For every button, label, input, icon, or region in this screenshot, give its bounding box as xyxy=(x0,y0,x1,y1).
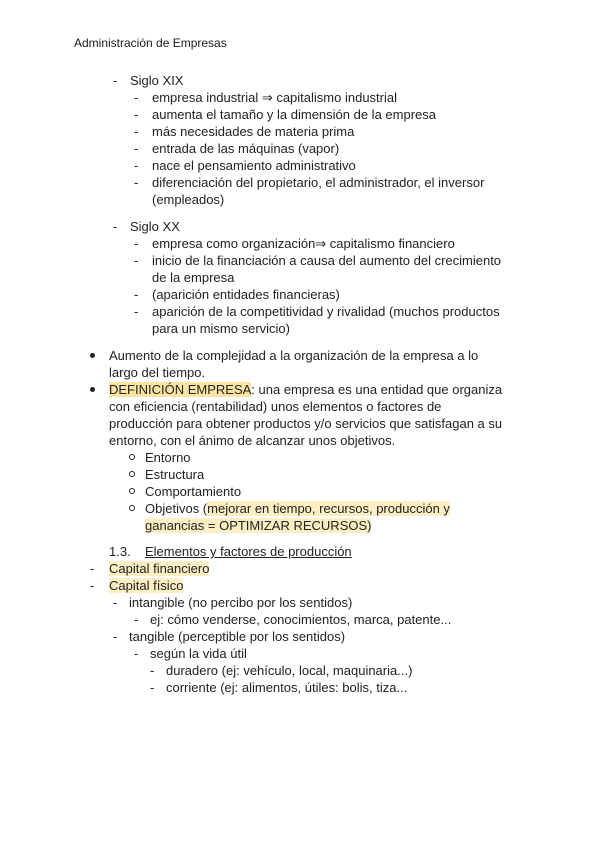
dash: - xyxy=(113,629,118,644)
objetivos-label: Objetivos ( xyxy=(145,501,208,516)
page-header: Administración de Empresas xyxy=(74,36,227,50)
list-item: corriente (ej: alimentos, útiles: bolis, tiza... xyxy=(166,680,408,695)
dash: - xyxy=(150,663,155,678)
definition-text: : una empresa es una entidad que organiza xyxy=(251,382,503,397)
dash: - xyxy=(134,90,139,105)
bullet-text: Aumento de la complejidad a la organización de la empresa a lo xyxy=(109,348,479,363)
dash: - xyxy=(134,141,139,156)
capital-item xyxy=(109,560,209,577)
sub-item: Estructura xyxy=(145,467,205,482)
circle-bullet-icon xyxy=(129,488,135,494)
list-item: duradero (ej: vehículo, local, maquinaria...) xyxy=(166,663,413,678)
dash: - xyxy=(150,680,155,695)
dash: - xyxy=(90,561,95,576)
sub-item: Comportamiento xyxy=(145,484,242,499)
list-item: diferenciación del propietario, el administrador, el inversor xyxy=(152,175,485,190)
dash: - xyxy=(134,253,139,268)
list-item-continuation: (empleados) xyxy=(152,192,225,207)
list-item-continuation: para un mismo servicio) xyxy=(152,321,290,336)
objetivos-highlight: ganancias = OPTIMIZAR RECURSOS) xyxy=(145,518,372,533)
definition-line xyxy=(109,381,502,398)
definition-text: producción para obtener productos y/o servicios que satisfagan a su xyxy=(109,416,503,431)
definition-text: entorno, con el ánimo de alcanzar unos objetivos. xyxy=(109,433,396,448)
dash: - xyxy=(134,158,139,173)
list-item: según la vida útil xyxy=(150,646,247,661)
list-item: inicio de la financiación a causa del aumento del crecimiento xyxy=(152,253,502,268)
sub-item: Entorno xyxy=(145,450,191,465)
circle-bullet-icon xyxy=(129,505,135,511)
section-title: Elementos y factores de producción xyxy=(145,544,352,559)
list-item-continuation: de la empresa xyxy=(152,270,235,285)
sub-item-continuation xyxy=(145,517,371,534)
list-item: intangible (no percibo por los sentidos) xyxy=(129,595,353,610)
dash: - xyxy=(134,646,139,661)
section-number: 1.3. xyxy=(109,544,131,559)
list-item: más necesidades de materia prima xyxy=(152,124,355,139)
list-item: ej: cómo venderse, conocimientos, marca, patente... xyxy=(150,612,452,627)
dash: - xyxy=(113,73,118,88)
list-item: aparición de la competitividad y rivalidad (muchos productos xyxy=(152,304,500,319)
sub-item xyxy=(145,500,450,517)
siglo-xix-title: Siglo XIX xyxy=(130,73,184,88)
definition-term: DEFINICIÓN EMPRESA xyxy=(109,382,252,397)
list-item: (aparición entidades financieras) xyxy=(152,287,340,302)
list-item: aumenta el tamaño y la dimensión de la empresa xyxy=(152,107,436,122)
circle-bullet-icon xyxy=(129,454,135,460)
capital-item xyxy=(109,577,183,594)
dash: - xyxy=(134,612,139,627)
list-item: empresa industrial ⇒ capitalismo industrial xyxy=(152,90,397,105)
siglo-xx-title: Siglo XX xyxy=(130,219,180,234)
dash: - xyxy=(113,219,118,234)
dash: - xyxy=(134,287,139,302)
dash: - xyxy=(90,578,95,593)
bullet-icon xyxy=(90,387,95,392)
list-item: entrada de las máquinas (vapor) xyxy=(152,141,340,156)
list-item: tangible (perceptible por los sentidos) xyxy=(129,629,346,644)
capital-fisico: Capital físico xyxy=(109,578,184,593)
dash: - xyxy=(134,107,139,122)
definition-text: con eficiencia (rentabilidad) unos elementos o factores de xyxy=(109,399,442,414)
bullet-text: largo del tiempo. xyxy=(109,365,206,380)
list-item: empresa como organización⇒ capitalismo financiero xyxy=(152,236,455,251)
dash: - xyxy=(113,595,118,610)
list-item: nace el pensamiento administrativo xyxy=(152,158,356,173)
dash: - xyxy=(134,236,139,251)
dash: - xyxy=(134,304,139,319)
bullet-icon xyxy=(90,353,95,358)
dash: - xyxy=(134,124,139,139)
dash: - xyxy=(134,175,139,190)
capital-financiero: Capital financiero xyxy=(109,561,210,576)
circle-bullet-icon xyxy=(129,471,135,477)
objetivos-highlight: mejorar en tiempo, recursos, producción y xyxy=(207,501,450,516)
